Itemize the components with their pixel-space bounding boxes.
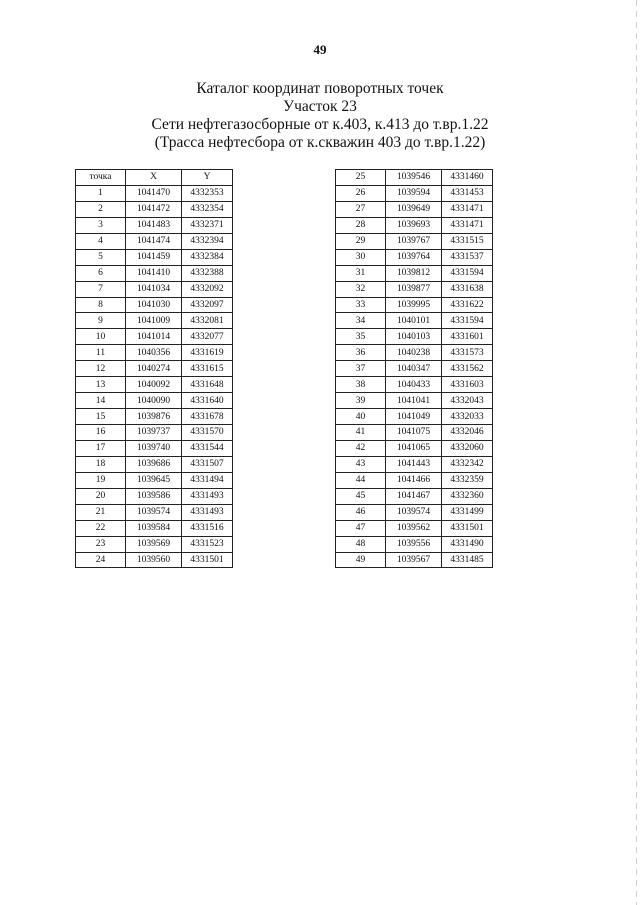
table-row — [76, 536, 233, 552]
cell-x: 1040101 — [386, 313, 442, 329]
cell-y: 4332371 — [182, 217, 233, 233]
cell-x: 1039594 — [386, 185, 442, 201]
coordinates-table-right — [335, 169, 493, 568]
cell-y: 4331516 — [182, 520, 233, 536]
cell-y: 4332097 — [182, 297, 233, 313]
cell-y: 4332033 — [442, 409, 493, 425]
cell-point: 9 — [76, 313, 126, 329]
header-point: точка — [76, 170, 126, 186]
cell-point: 10 — [76, 329, 126, 345]
table-row — [336, 281, 493, 297]
cell-point: 1 — [76, 185, 126, 201]
cell-x: 1040238 — [386, 345, 442, 361]
table-row — [336, 345, 493, 361]
title-line-route: (Трасса нефтесбора от к.скважин 403 до т.вр.1.22) — [154, 134, 486, 151]
table-row — [336, 185, 493, 201]
table-row — [336, 393, 493, 409]
cell-x: 1039574 — [386, 504, 442, 520]
cell-x: 1041041 — [386, 393, 442, 409]
cell-y: 4332388 — [182, 265, 233, 281]
cell-y: 4331501 — [182, 552, 233, 568]
table-row — [76, 233, 233, 249]
cell-x: 1040274 — [126, 361, 182, 377]
cell-point: 15 — [76, 409, 126, 425]
cell-point: 22 — [76, 520, 126, 536]
cell-x: 1041483 — [126, 217, 182, 233]
cell-y: 4331453 — [442, 185, 493, 201]
table-row — [76, 409, 233, 425]
cell-x: 1039574 — [126, 504, 182, 520]
cell-y: 4331601 — [442, 329, 493, 345]
cell-point: 43 — [336, 456, 386, 472]
cell-y: 4331490 — [442, 536, 493, 552]
table-row — [76, 201, 233, 217]
table-row — [336, 329, 493, 345]
cell-x: 1040433 — [386, 377, 442, 393]
table-row — [336, 440, 493, 456]
cell-point: 28 — [336, 217, 386, 233]
cell-point: 3 — [76, 217, 126, 233]
cell-x: 1041472 — [126, 201, 182, 217]
table-row — [76, 552, 233, 568]
table-row — [76, 361, 233, 377]
cell-y: 4331562 — [442, 361, 493, 377]
cell-point: 40 — [336, 409, 386, 425]
cell-point: 12 — [76, 361, 126, 377]
cell-y: 4331494 — [182, 472, 233, 488]
table-row — [76, 440, 233, 456]
cell-point: 19 — [76, 472, 126, 488]
table-row — [336, 472, 493, 488]
table-row — [76, 345, 233, 361]
cell-x: 1039686 — [126, 456, 182, 472]
table-row — [76, 472, 233, 488]
table-row — [336, 504, 493, 520]
cell-point: 30 — [336, 249, 386, 265]
table-row — [336, 456, 493, 472]
cell-x: 1039645 — [126, 472, 182, 488]
table-row — [76, 313, 233, 329]
cell-y: 4331544 — [182, 440, 233, 456]
cell-point: 26 — [336, 185, 386, 201]
cell-x: 1041467 — [386, 488, 442, 504]
cell-point: 48 — [336, 536, 386, 552]
scan-edge-line — [636, 0, 637, 905]
cell-y: 4331622 — [442, 297, 493, 313]
cell-x: 1041410 — [126, 265, 182, 281]
cell-y: 4332081 — [182, 313, 233, 329]
cell-y: 4332060 — [442, 440, 493, 456]
cell-x: 1039649 — [386, 201, 442, 217]
table-row — [336, 361, 493, 377]
cell-point: 2 — [76, 201, 126, 217]
cell-point: 25 — [336, 170, 386, 186]
cell-x: 1039737 — [126, 425, 182, 441]
cell-x: 1041470 — [126, 185, 182, 201]
table-row — [336, 425, 493, 441]
cell-x: 1040347 — [386, 361, 442, 377]
cell-y: 4331594 — [442, 313, 493, 329]
cell-y: 4331603 — [442, 377, 493, 393]
cell-x: 1039767 — [386, 233, 442, 249]
cell-y: 4331648 — [182, 377, 233, 393]
cell-y: 4331570 — [182, 425, 233, 441]
cell-y: 4331515 — [442, 233, 493, 249]
table-row — [336, 217, 493, 233]
cell-x: 1041443 — [386, 456, 442, 472]
cell-y: 4331471 — [442, 201, 493, 217]
cell-x: 1039876 — [126, 409, 182, 425]
table-row — [336, 536, 493, 552]
cell-point: 8 — [76, 297, 126, 313]
table-row — [76, 249, 233, 265]
cell-y: 4332394 — [182, 233, 233, 249]
cell-point: 35 — [336, 329, 386, 345]
table-row — [336, 313, 493, 329]
cell-point: 6 — [76, 265, 126, 281]
cell-y: 4331493 — [182, 488, 233, 504]
table-row — [336, 233, 493, 249]
cell-x: 1039812 — [386, 265, 442, 281]
table-row — [76, 456, 233, 472]
table-row — [76, 504, 233, 520]
table-row — [76, 520, 233, 536]
header-y: Y — [182, 170, 233, 186]
cell-y: 4331501 — [442, 520, 493, 536]
cell-y: 4331460 — [442, 170, 493, 186]
cell-point: 49 — [336, 552, 386, 568]
table-row — [336, 409, 493, 425]
table-row — [76, 185, 233, 201]
cell-point: 29 — [336, 233, 386, 249]
cell-point: 47 — [336, 520, 386, 536]
cell-x: 1039556 — [386, 536, 442, 552]
cell-point: 31 — [336, 265, 386, 281]
cell-y: 4331594 — [442, 265, 493, 281]
table-row — [76, 329, 233, 345]
cell-x: 1040090 — [126, 393, 182, 409]
cell-x: 1041049 — [386, 409, 442, 425]
table-row — [76, 393, 233, 409]
coordinates-table-left — [75, 169, 233, 568]
table-row — [336, 265, 493, 281]
cell-x: 1041065 — [386, 440, 442, 456]
cell-x: 1039995 — [386, 297, 442, 313]
cell-x: 1041459 — [126, 249, 182, 265]
table-row — [76, 425, 233, 441]
cell-point: 37 — [336, 361, 386, 377]
cell-y: 4332043 — [442, 393, 493, 409]
cell-point: 4 — [76, 233, 126, 249]
table-row — [336, 170, 493, 186]
cell-y: 4331507 — [182, 456, 233, 472]
cell-x: 1041075 — [386, 425, 442, 441]
cell-point: 16 — [76, 425, 126, 441]
header-x: X — [126, 170, 182, 186]
cell-point: 38 — [336, 377, 386, 393]
cell-x: 1039560 — [126, 552, 182, 568]
cell-x: 1040103 — [386, 329, 442, 345]
cell-point: 44 — [336, 472, 386, 488]
cell-y: 4332046 — [442, 425, 493, 441]
cell-x: 1039569 — [126, 536, 182, 552]
table-row — [336, 520, 493, 536]
table-row — [336, 201, 493, 217]
cell-point: 24 — [76, 552, 126, 568]
cell-x: 1041014 — [126, 329, 182, 345]
cell-y: 4332354 — [182, 201, 233, 217]
cell-point: 36 — [336, 345, 386, 361]
title-line-catalog: Каталог координат поворотных точек — [196, 80, 444, 97]
cell-x: 1039586 — [126, 488, 182, 504]
cell-point: 7 — [76, 281, 126, 297]
cell-y: 4331640 — [182, 393, 233, 409]
table-row — [76, 297, 233, 313]
cell-x: 1039693 — [386, 217, 442, 233]
cell-point: 39 — [336, 393, 386, 409]
cell-point: 41 — [336, 425, 386, 441]
table-row — [76, 377, 233, 393]
cell-y: 4331638 — [442, 281, 493, 297]
table-row — [336, 377, 493, 393]
cell-point: 46 — [336, 504, 386, 520]
cell-y: 4332077 — [182, 329, 233, 345]
cell-y: 4331573 — [442, 345, 493, 361]
cell-x: 1041009 — [126, 313, 182, 329]
cell-point: 11 — [76, 345, 126, 361]
table-row — [76, 217, 233, 233]
cell-x: 1039764 — [386, 249, 442, 265]
cell-y: 4331537 — [442, 249, 493, 265]
cell-y: 4332360 — [442, 488, 493, 504]
table-row — [76, 488, 233, 504]
cell-point: 21 — [76, 504, 126, 520]
cell-point: 20 — [76, 488, 126, 504]
cell-x: 1040092 — [126, 377, 182, 393]
cell-y: 4332359 — [442, 472, 493, 488]
table-row — [76, 281, 233, 297]
cell-point: 5 — [76, 249, 126, 265]
table-row — [336, 488, 493, 504]
cell-y: 4332342 — [442, 456, 493, 472]
title-line-section: Участок 23 — [283, 98, 357, 115]
cell-point: 17 — [76, 440, 126, 456]
cell-x: 1039740 — [126, 440, 182, 456]
cell-point: 32 — [336, 281, 386, 297]
cell-y: 4331499 — [442, 504, 493, 520]
table-row — [336, 297, 493, 313]
cell-x: 1039567 — [386, 552, 442, 568]
cell-y: 4331523 — [182, 536, 233, 552]
cell-point: 42 — [336, 440, 386, 456]
cell-point: 27 — [336, 201, 386, 217]
cell-y: 4331615 — [182, 361, 233, 377]
cell-x: 1039877 — [386, 281, 442, 297]
cell-point: 23 — [76, 536, 126, 552]
cell-y: 4331678 — [182, 409, 233, 425]
cell-x: 1039584 — [126, 520, 182, 536]
cell-y: 4331493 — [182, 504, 233, 520]
cell-x: 1039562 — [386, 520, 442, 536]
title-line-network: Сети нефтегазосборные от к.403, к.413 до т.вр.1.22 — [151, 116, 489, 133]
table-row — [76, 265, 233, 281]
table-row — [336, 552, 493, 568]
cell-x: 1041030 — [126, 297, 182, 313]
cell-x: 1041466 — [386, 472, 442, 488]
cell-y: 4331485 — [442, 552, 493, 568]
table-header-row — [76, 170, 233, 186]
cell-y: 4332384 — [182, 249, 233, 265]
page-number: 49 — [313, 42, 327, 57]
cell-point: 13 — [76, 377, 126, 393]
cell-y: 4331471 — [442, 217, 493, 233]
cell-y: 4332092 — [182, 281, 233, 297]
cell-y: 4332353 — [182, 185, 233, 201]
cell-point: 34 — [336, 313, 386, 329]
cell-x: 1041474 — [126, 233, 182, 249]
cell-point: 18 — [76, 456, 126, 472]
cell-x: 1039546 — [386, 170, 442, 186]
cell-x: 1041034 — [126, 281, 182, 297]
cell-x: 1040356 — [126, 345, 182, 361]
cell-point: 45 — [336, 488, 386, 504]
document-title — [60, 80, 580, 152]
table-row — [336, 249, 493, 265]
cell-y: 4331619 — [182, 345, 233, 361]
cell-point: 14 — [76, 393, 126, 409]
cell-point: 33 — [336, 297, 386, 313]
